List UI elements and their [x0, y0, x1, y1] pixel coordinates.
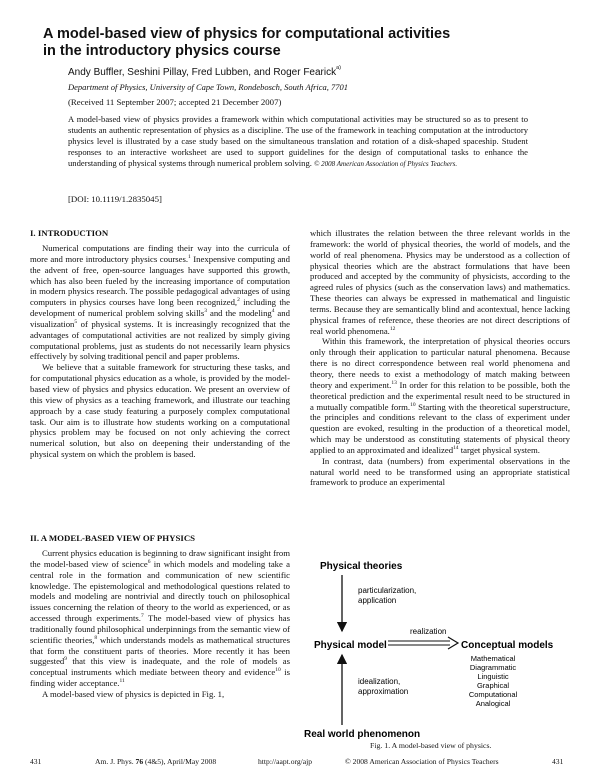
author-list	[68, 67, 341, 78]
label-application: application	[358, 596, 397, 605]
footer-journal-citation: Am. J. Phys. 76 (4&5), April/May 2008	[95, 757, 217, 766]
article-title	[43, 26, 513, 60]
node-conceptual-models: Conceptual models	[461, 640, 554, 651]
paragraph: We believe that a suitable framework for structuring these tasks, and for computational physics education as a whole, is provided by the model-based view of physics and physics education. We present an overview of this view of physics as a teaching framework, and illustrate our teaching approach by a case study featuring a purposely complex computational task. Our aim is to illustrate how students working on a computational physics problem may be focused on not only achieving the correct numerical solution, but also on deepening their understanding of the physical system on which the problem is based.	[30, 362, 290, 460]
model-type: Mathematical	[470, 654, 516, 663]
model-type: Analogical	[475, 699, 511, 708]
author-footnote-mark: a)	[336, 65, 342, 71]
title-line-1: A model-based view of physics for computational activities	[43, 26, 451, 42]
label-particularization: particularization,	[358, 586, 417, 595]
node-real-world-phenomenon: Real world phenomenon	[304, 729, 421, 740]
title-line-2: in the introductory physics course	[43, 43, 281, 59]
model-type: Graphical	[476, 681, 510, 690]
paragraph: which illustrates the relation between the three relevant worlds in the framework: the world of physical theories, the world of models, and the world of real phenomena. Physics may be understood as a collection of physical theories which are the abstract formulations that have been produced and accepted by the community of physicists, according to the agreed rules of physics (such as the conservation laws) and mathematics. These theories can always be expressed in mathematical and linguistic terms. Because they are semantically blind and acontextual, hence lacking physical frames of reference, these theories are not direct descriptions of real world phenomena.$^{12}$	[310, 228, 570, 336]
node-physical-theories: Physical theories	[320, 561, 403, 572]
received-dates: (Received 11 September 2007; accepted 21 December 2007)	[68, 97, 282, 107]
section-1-heading: I. INTRODUCTION	[30, 228, 109, 238]
authors-text: Andy Buffler, Seshini Pillay, Fred Lubben, and Roger Fearick	[68, 67, 337, 78]
abstract-copyright: © 2008 American Association of Physics Teachers.	[314, 159, 458, 168]
figure-1-diagram	[300, 555, 570, 750]
node-physical-model: Physical model	[314, 640, 387, 651]
double-arrow-head	[448, 637, 458, 649]
model-type: Linguistic	[477, 672, 509, 681]
model-type: Diagrammatic	[469, 663, 517, 672]
section-2-body	[30, 548, 290, 700]
right-column-body	[310, 228, 570, 488]
footer-page-number-right: 431	[552, 757, 564, 766]
section-1-body	[30, 243, 290, 460]
paragraph: A model-based view of physics is depicted in Fig. 1,	[42, 688, 225, 699]
label-realization: realization	[410, 627, 447, 636]
doi[interactable]: [DOI: 10.1119/1.2835045]	[68, 194, 162, 204]
label-approximation: approximation	[358, 687, 409, 696]
paragraph: Numerical computations are finding their way into the curricula of more and more introductory physics courses.$^1$ Inexpensive computing and the advent of free, open-source languages have supported this growth, which has also been fueled by the increasing importance of computation in modern physics research. The possible pedagogical advantages of using computers in physics courses have long been recognized,$^2$ including the development of numerical problem solving skills$^3$ and the modeling$^4$ and visualization$^5$ of physical systems. It is increasingly recognized that the advantages of computational activities are not realized by simply giving computational problems, just as students do not necessarily learn physics effectively by solving traditional pencil and paper problems.	[30, 243, 290, 362]
paragraph: Within this framework, the interpretation of physical theories occurs only through their application to particular natural phenomena. Because there is no direct correspondence between real world phenomena and theory, there needs to exist a methodology of match making between theory and experiment.$^{13}$ In order for this relation to be possible, both the theoretical prediction and the experimental result need to be structured in a mutually compatible form.$^{10}$ Starting with the theoretical superstructure, the principles and conditions relevant to the class of experiment under question are evoked, resulting in the production of a theoretical model, which may be understood as constituting statements of physical theory applied to an approximated and idealized$^{14}$ target physical system.	[310, 336, 571, 455]
figure-caption: Fig. 1. A model-based view of physics.	[370, 741, 492, 750]
footer-copyright: © 2008 American Association of Physics Teachers	[345, 757, 499, 766]
footer-page-number-left: 431	[30, 757, 42, 766]
section-2-heading: II. A MODEL-BASED VIEW OF PHYSICS	[30, 533, 196, 543]
footer-url[interactable]: http://aapt.org/ajp	[258, 757, 313, 766]
paragraph: In contrast, data (numbers) from experimental observations in the natural world need to be transformed using an appropriate statistical framework to produce an experimental	[310, 455, 570, 488]
abstract-text: A model-based view of physics provides a framework within which computational activities may be structured so as to present to students an authentic representation of physics as a discipline. The use of the framework in teaching computation at the introductory physics level is illustrated by a case study based on the simultaneous translation and rotation of a disk-shaped spaceship. Student responses to an interactive worksheet are used to support guidelines for the design of computational tasks to enhance the understanding of physical systems through numerical problem solving.	[68, 114, 528, 168]
model-type: Computational	[468, 690, 518, 699]
label-idealization: idealization,	[358, 677, 401, 686]
abstract	[68, 114, 528, 170]
affiliation: Department of Physics, University of Cape Town, Rondebosch, South Africa, 7701	[68, 82, 349, 92]
paragraph: Current physics education is beginning to draw significant insight from the model-based view of science$^6$ in which models and modeling take a central role in the formation and communication of new scientific knowledge. The epistemological and methodological questions related to models and modeling are nontrivial and directly touch on philosophical issues concerning the relation of theory to the world as experienced, or as accessed through experiments.$^7$ The model-based view of physics has traditionally found philosophical underpinnings from the semantic view of scientific theories,$^8$ which understands models as mathematical structures that form the constituent parts of theories. More recently it has been suggested$^9$ that this view is inadequate, and the role of models as conceptual instruments which mediate between theory and evidence$^{10}$ is finding wider acceptance.$^{11}$	[30, 548, 290, 689]
